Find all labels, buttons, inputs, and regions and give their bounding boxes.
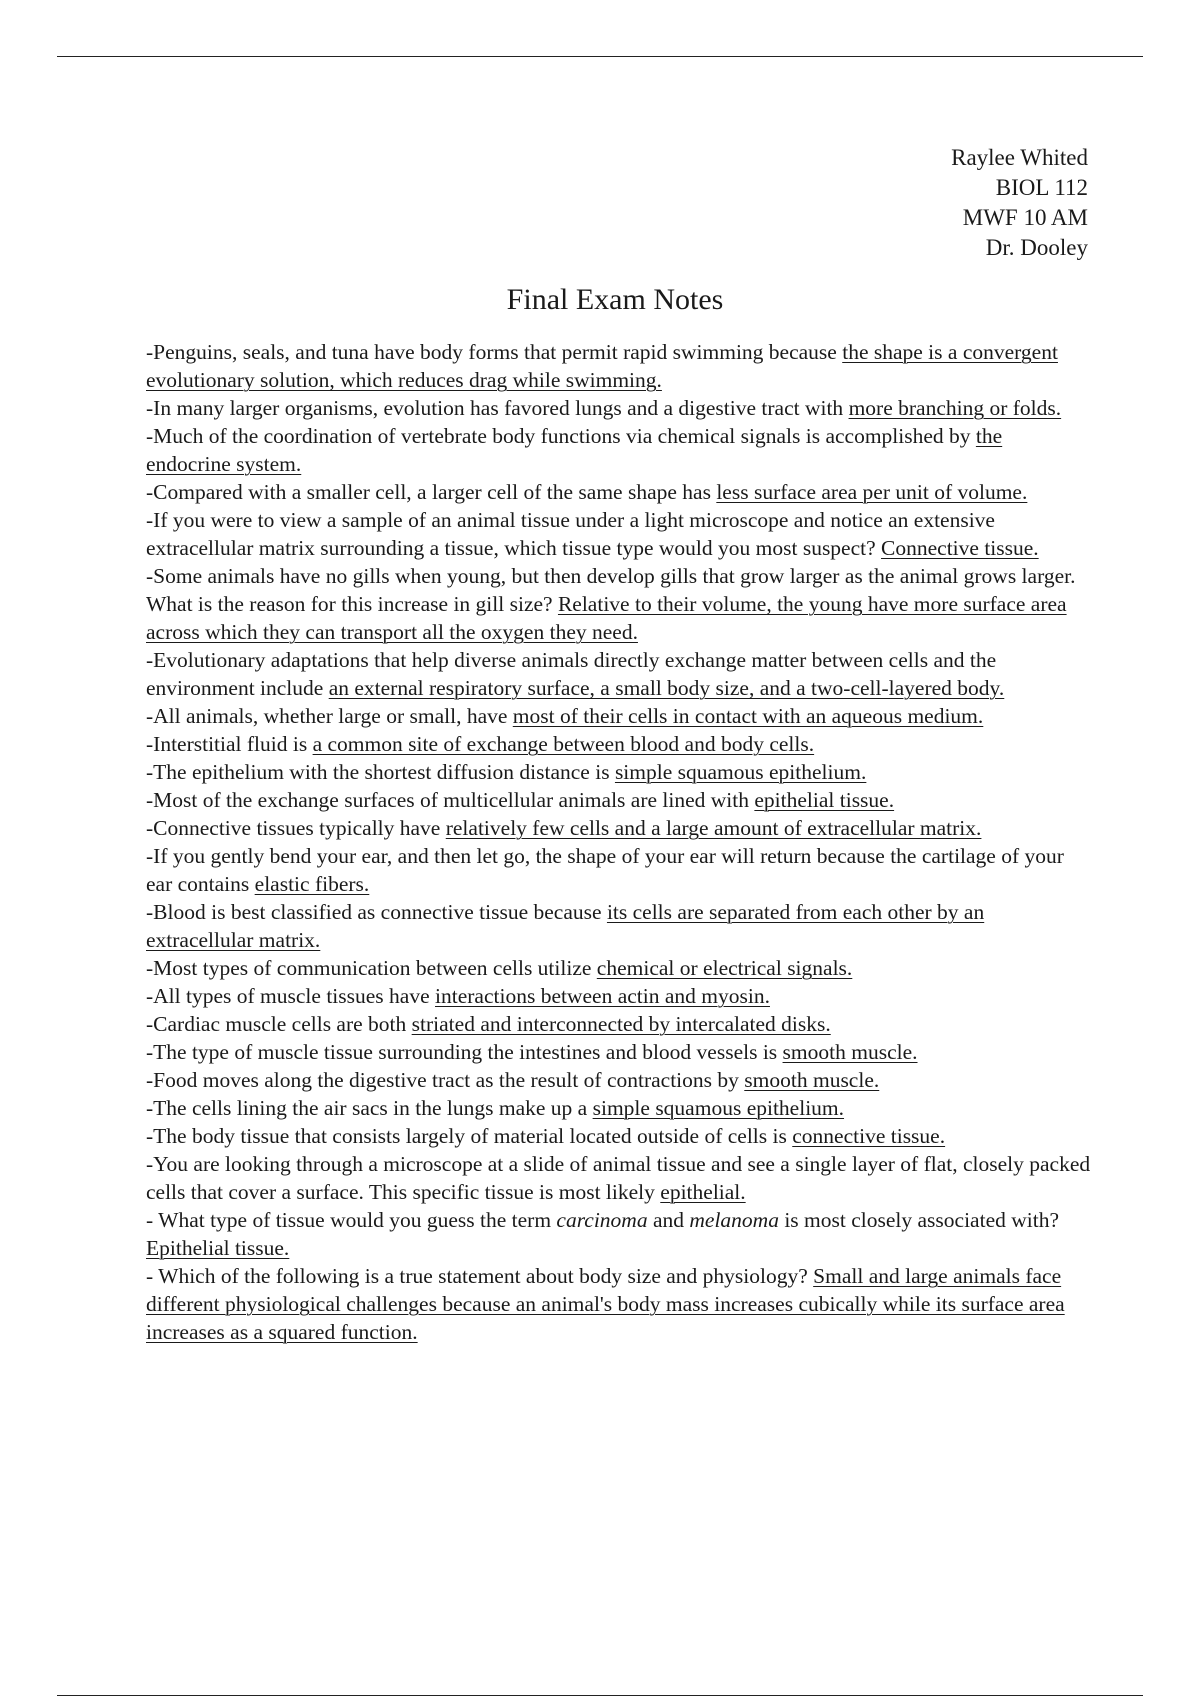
- note-answer: an external respiratory surface, a small body size, and a two-cell-layered body.: [328, 676, 1005, 700]
- note-item: [146, 562, 1091, 646]
- note-item: [146, 1010, 1091, 1038]
- note-question: -Blood is best classified as connective tissue because: [146, 900, 607, 924]
- note-item: [146, 730, 1091, 758]
- note-answer: its cells are separated from each other by an extracellular matrix.: [146, 900, 985, 952]
- page-title: Final Exam Notes: [506, 283, 724, 316]
- note-item: [146, 954, 1091, 982]
- note-item: [146, 982, 1091, 1010]
- note-answer: epithelial.: [660, 1180, 746, 1204]
- note-answer: Small and large animals face different physiological challenges because an animal's body mass increases cubically while its surface area increases as a squared function.: [146, 1264, 1065, 1344]
- note-answer: smooth muscle.: [744, 1068, 880, 1092]
- note-item: [146, 786, 1091, 814]
- note-item-body-size: [146, 1262, 1091, 1346]
- student-info: [951, 143, 1088, 263]
- note-item: [146, 1150, 1091, 1206]
- note-question: -Cardiac muscle cells are both: [146, 1012, 412, 1036]
- note-question: -Connective tissues typically have: [146, 816, 446, 840]
- note-question: - Which of the following is a true statement about body size and physiology?: [146, 1264, 814, 1288]
- note-question: - What type of tissue would you guess the term: [146, 1208, 557, 1232]
- note-item: [146, 814, 1091, 842]
- class-schedule: MWF 10 AM: [962, 205, 1088, 230]
- note-question: -Food moves along the digestive tract as the result of contractions by: [146, 1068, 745, 1092]
- note-item-carcinoma: [146, 1206, 1091, 1262]
- note-answer: a common site of exchange between blood and body cells.: [312, 732, 815, 756]
- top-rule: [57, 56, 1143, 57]
- note-question: -Evolutionary adaptations that help diverse animals directly exchange matter between cells and the environment include: [146, 648, 997, 700]
- note-item: [146, 758, 1091, 786]
- note-item: [146, 338, 1091, 394]
- note-item: [146, 1038, 1091, 1066]
- note-question: -Most of the exchange surfaces of multicellular animals are lined with: [146, 788, 755, 812]
- term-carcinoma: carcinoma: [556, 1208, 648, 1232]
- note-question-end: is most closely associated with?: [778, 1208, 1059, 1232]
- note-answer: most of their cells in contact with an aqueous medium.: [512, 704, 984, 728]
- note-answer: interactions between actin and myosin.: [435, 984, 770, 1008]
- note-answer: more branching or folds.: [848, 396, 1062, 420]
- note-question: -In many larger organisms, evolution has favored lungs and a digestive tract with: [146, 396, 849, 420]
- note-question: -The body tissue that consists largely of material located outside of cells is: [146, 1124, 793, 1148]
- note-item: [146, 394, 1091, 422]
- note-item: [146, 478, 1091, 506]
- note-answer: elastic fibers.: [254, 872, 370, 896]
- note-answer: the endocrine system.: [146, 424, 1003, 476]
- note-answer: simple squamous epithelium.: [592, 1096, 845, 1120]
- note-item: [146, 842, 1091, 898]
- student-name: Raylee Whited: [951, 145, 1088, 170]
- note-item: [146, 646, 1091, 702]
- bottom-rule: [57, 1695, 1143, 1696]
- note-question: -Interstitial fluid is: [146, 732, 313, 756]
- note-item: [146, 898, 1091, 954]
- note-item: [146, 1094, 1091, 1122]
- note-answer: Relative to their volume, the young have more surface area across which they can transport all the oxygen they need.: [146, 592, 1067, 644]
- note-connector: and: [647, 1208, 690, 1232]
- note-answer: chemical or electrical signals.: [596, 956, 853, 980]
- note-question: -If you gently bend your ear, and then let go, the shape of your ear will return because the cartilage of your ear contains: [146, 844, 1064, 896]
- term-melanoma: melanoma: [689, 1208, 779, 1232]
- note-question: -Penguins, seals, and tuna have body forms that permit rapid swimming because: [146, 340, 843, 364]
- note-answer: relatively few cells and a large amount of extracellular matrix.: [445, 816, 982, 840]
- note-item: [146, 1122, 1091, 1150]
- note-question: -Compared with a smaller cell, a larger cell of the same shape has: [146, 480, 717, 504]
- note-question: -All types of muscle tissues have: [146, 984, 436, 1008]
- note-answer: smooth muscle.: [782, 1040, 918, 1064]
- note-item: [146, 702, 1091, 730]
- note-item: [146, 422, 1091, 478]
- instructor-name: Dr. Dooley: [985, 235, 1088, 260]
- note-answer: the shape is a convergent evolutionary solution, which reduces drag while swimming.: [146, 340, 1058, 392]
- note-question: -Much of the coordination of vertebrate body functions via chemical signals is accomplished by: [146, 424, 976, 448]
- note-question: -If you were to view a sample of an animal tissue under a light microscope and notice an extensive extracellular matrix surrounding a tissue, which tissue type would you most suspect?: [146, 508, 995, 560]
- note-answer: simple squamous epithelium.: [614, 760, 867, 784]
- note-answer: epithelial tissue.: [754, 788, 895, 812]
- note-question: -You are looking through a microscope at a slide of animal tissue and see a single layer of flat, closely packed cells that cover a surface. This specific tissue is most likely: [146, 1152, 1091, 1204]
- note-answer: Connective tissue.: [881, 536, 1039, 560]
- note-question: -The type of muscle tissue surrounding the intestines and blood vessels is: [146, 1040, 783, 1064]
- notes-list: [146, 338, 1091, 1346]
- note-question: -All animals, whether large or small, have: [146, 704, 513, 728]
- note-answer: connective tissue.: [792, 1124, 946, 1148]
- note-question: -Some animals have no gills when young, but then develop gills that grow larger as the animal grows larger. What is the reason for this increase in gill size?: [146, 564, 1076, 616]
- note-item: [146, 1066, 1091, 1094]
- course-code: BIOL 112: [995, 175, 1088, 200]
- note-question: -The epithelium with the shortest diffusion distance is: [146, 760, 615, 784]
- note-answer: less surface area per unit of volume.: [716, 480, 1028, 504]
- note-question: -Most types of communication between cells utilize: [146, 956, 597, 980]
- note-answer: striated and interconnected by intercalated disks.: [411, 1012, 831, 1036]
- note-answer: Epithelial tissue.: [146, 1236, 290, 1260]
- note-question: -The cells lining the air sacs in the lungs make up a: [146, 1096, 593, 1120]
- note-item: [146, 506, 1091, 562]
